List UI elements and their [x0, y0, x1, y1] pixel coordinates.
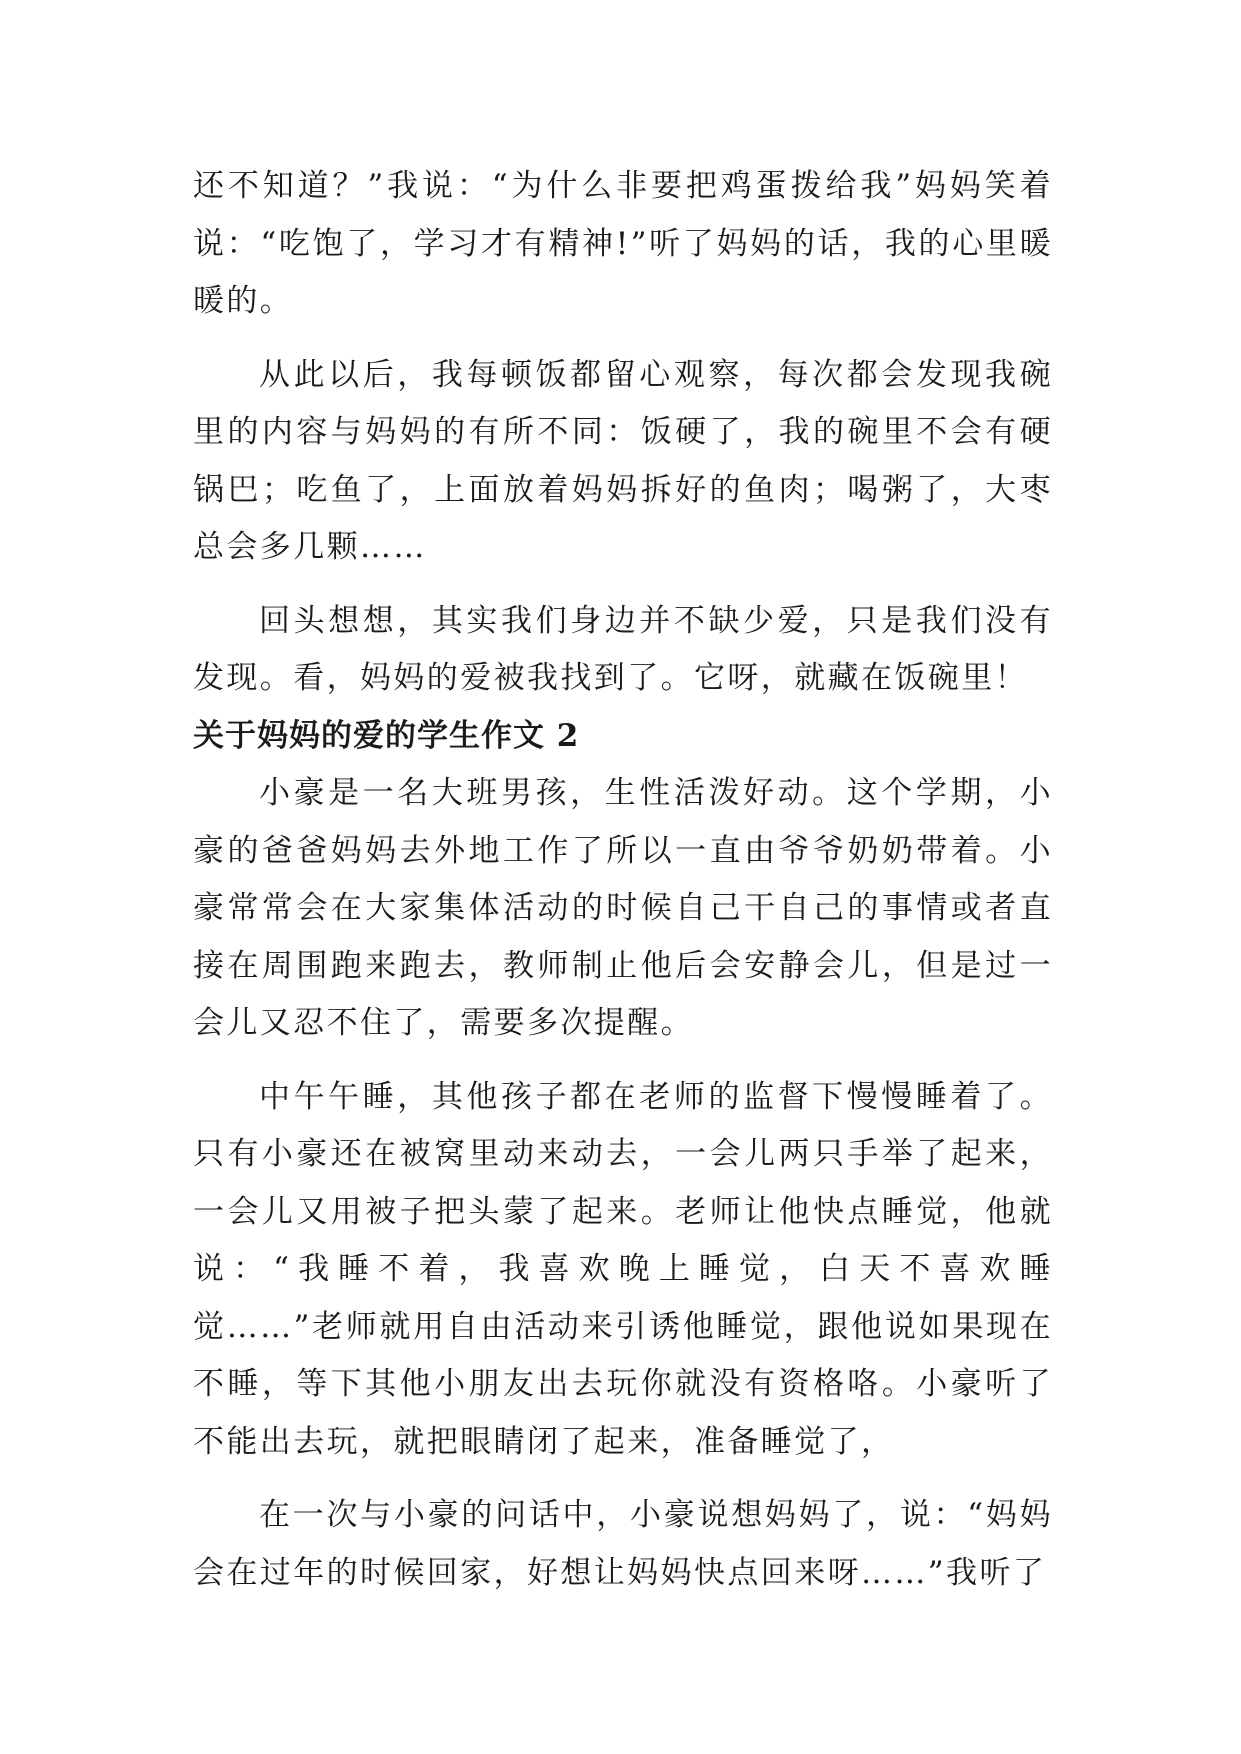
paragraph-6: 在一次与小豪的问话中，小豪说想妈妈了，说：“妈妈会在过年的时候回家，好想让妈妈快点回来呀……”我听了: [193, 1497, 1053, 1591]
paragraph-3: 回头想想，其实我们身边并不缺少爱，只是我们没有发现。看，妈妈的爱被我找到了。它呀，就藏在饭碗里！: [193, 602, 1053, 696]
document-page: [193, 158, 1053, 1602]
paragraph-5: 中午午睡，其他孩子都在老师的监督下慢慢睡着了。只有小豪还在被窝里动来动去，一会儿两只手举了起来，一会儿又用被子把头蒙了起来。老师让他快点睡觉，他就说：“我睡不着，我喜欢晚上睡觉，白天不喜欢睡觉……”老师就用自由活动来引诱他睡觉，跟他说如果现在不睡，等下其他小朋友出去玩你就没有资格咯。小豪听了不能出去玩，就把眼睛闭了起来，准备睡觉了，: [193, 1078, 1053, 1460]
paragraph-2: 从此以后，我每顿饭都留心观察，每次都会发现我碗里的内容与妈妈的有所不同：饭硬了，我的碗里不会有硬锅巴；吃鱼了，上面放着妈妈拆好的鱼肉；喝粥了，大枣总会多几颗……: [193, 356, 1053, 565]
paragraph-1: 还不知道？”我说：“为什么非要把鸡蛋拨给我”妈妈笑着说：“吃饱了，学习才有精神!”听了妈妈的话，我的心里暖暖的。: [193, 168, 1053, 319]
section-heading: 关于妈妈的爱的学生作文 2: [193, 717, 580, 754]
paragraph-4: 小豪是一名大班男孩，生性活泼好动。这个学期，小豪的爸爸妈妈去外地工作了所以一直由爷爷奶奶带着。小豪常常会在大家集体活动的时候自己干自己的事情或者直接在周围跑来跑去，教师制止他后会安静会儿，但是过一会儿又忍不住了，需要多次提醒。: [193, 775, 1053, 1041]
